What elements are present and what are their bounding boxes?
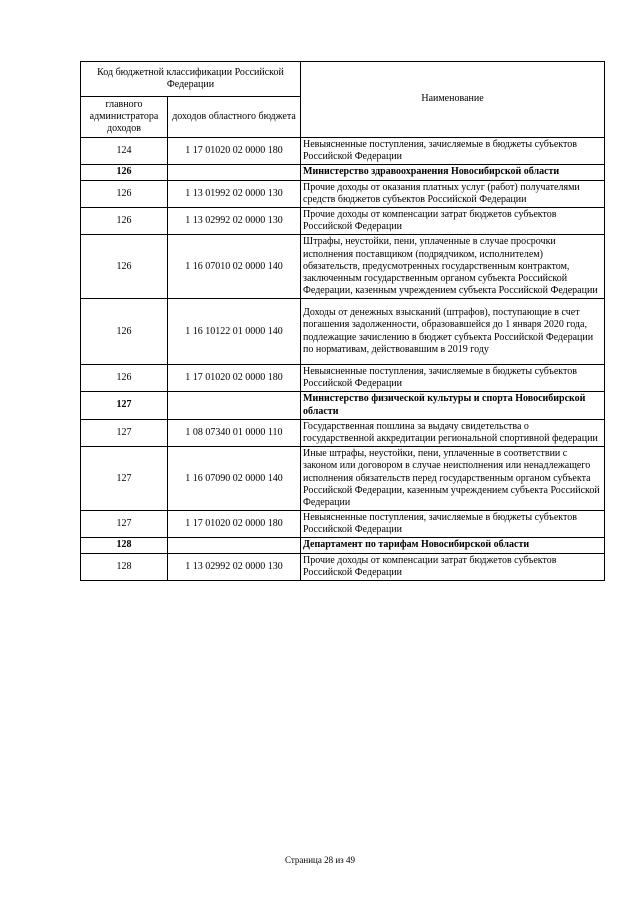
admin-code-cell: 128 [81, 538, 168, 553]
income-code-cell: 1 16 07090 02 0000 140 [168, 447, 301, 511]
admin-code-cell: 126 [81, 165, 168, 180]
admin-code-cell: 126 [81, 299, 168, 365]
income-code-cell [168, 165, 301, 180]
income-code-cell: 1 16 10122 01 0000 140 [168, 299, 301, 365]
name-cell: Доходы от денежных взысканий (штрафов), поступающие в счет погашения задолженности, образовавшейся до 1 января 2020 года, подлежащие зачислению в бюджет субъекта Российской Федерации по нормативам, действовавшим в 2019 году [301, 299, 605, 365]
name-cell: Министерство физической культуры и спорта Новосибирской области [301, 392, 605, 419]
admin-code-cell: 126 [81, 180, 168, 207]
table-row [81, 447, 605, 511]
income-code-cell: 1 13 01992 02 0000 130 [168, 180, 301, 207]
table-row [81, 392, 605, 419]
admin-code-cell: 127 [81, 392, 168, 419]
table-row [81, 553, 605, 580]
table-row [81, 419, 605, 446]
table-row [81, 235, 605, 299]
admin-code-cell: 127 [81, 447, 168, 511]
name-cell: Невыясненные поступления, зачисляемые в бюджеты субъектов Российской Федерации [301, 138, 605, 165]
admin-code-cell: 127 [81, 511, 168, 538]
admin-code-cell: 126 [81, 207, 168, 234]
table-row [81, 207, 605, 234]
admin-code-cell: 126 [81, 365, 168, 392]
income-code-cell: 1 17 01020 02 0000 180 [168, 365, 301, 392]
income-code-cell: 1 17 01020 02 0000 180 [168, 511, 301, 538]
table-row [81, 138, 605, 165]
header-admin: главного администратора доходов [81, 97, 168, 138]
header-income: доходов областного бюджета [168, 97, 301, 138]
header-code-group: Код бюджетной классификации Российской Федерации [81, 62, 301, 97]
table-row [81, 180, 605, 207]
income-code-cell: 1 17 01020 02 0000 180 [168, 138, 301, 165]
name-cell: Прочие доходы от компенсации затрат бюджетов субъектов Российской Федерации [301, 553, 605, 580]
income-code-cell: 1 08 07340 01 0000 110 [168, 419, 301, 446]
name-cell: Иные штрафы, неустойки, пени, уплаченные в соответствии с законом или договором в случае неисполнения или ненадлежащего исполнения обязательств перед государственным органом субъекта Российской Федерации, казенным учреждением субъекта Российской Федерации [301, 447, 605, 511]
admin-code-cell: 128 [81, 553, 168, 580]
table-row [81, 299, 605, 365]
admin-code-cell: 126 [81, 235, 168, 299]
name-cell: Прочие доходы от оказания платных услуг (работ) получателями средств бюджетов субъектов Российской Федерации [301, 180, 605, 207]
name-cell: Государственная пошлина за выдачу свидетельства о государственной аккредитации региональной спортивной федерации [301, 419, 605, 446]
admin-code-cell: 124 [81, 138, 168, 165]
admin-code-cell: 127 [81, 419, 168, 446]
header-row [81, 62, 605, 97]
name-cell: Департамент по тарифам Новосибирской области [301, 538, 605, 553]
income-code-cell: 1 13 02992 02 0000 130 [168, 207, 301, 234]
budget-classification-table [80, 61, 605, 581]
name-cell: Штрафы, неустойки, пени, уплаченные в случае просрочки исполнения поставщиком (подрядчиком, исполнителем) обязательств, предусмотренных государственным контрактом, заключенным государственным органом субъекта Российской Федерации, казенным учреждением субъекта Российской Федерации [301, 235, 605, 299]
table-row [81, 165, 605, 180]
name-cell: Невыясненные поступления, зачисляемые в бюджеты субъектов Российской Федерации [301, 365, 605, 392]
table-row [81, 538, 605, 553]
income-code-cell [168, 392, 301, 419]
name-cell: Невыясненные поступления, зачисляемые в бюджеты субъектов Российской Федерации [301, 511, 605, 538]
name-cell: Прочие доходы от компенсации затрат бюджетов субъектов Российской Федерации [301, 207, 605, 234]
income-code-cell: 1 16 07010 02 0000 140 [168, 235, 301, 299]
name-cell: Министерство здравоохранения Новосибирской области [301, 165, 605, 180]
page-footer: Страница 28 из 49 [285, 855, 355, 865]
table-row [81, 365, 605, 392]
table-row [81, 511, 605, 538]
income-code-cell [168, 538, 301, 553]
header-name: Наименование [301, 62, 605, 138]
income-code-cell: 1 13 02992 02 0000 130 [168, 553, 301, 580]
table-body [81, 138, 605, 581]
